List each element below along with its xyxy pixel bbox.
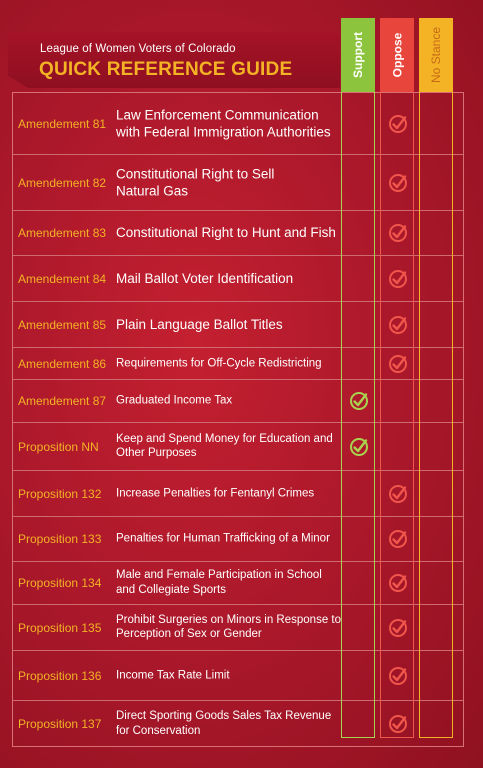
column-header-oppose: Oppose [380,18,414,92]
measure-label: Proposition 135 [18,620,102,635]
measure-label: Proposition 134 [18,576,102,590]
measure-title: Constitutional Right to Hunt and Fish [116,225,336,241]
check-circle-icon [388,618,408,638]
measure-label: Amendement 81 [18,116,107,131]
check-circle-icon [388,484,408,504]
table-row [13,302,463,348]
measure-label: Proposition NN [18,439,99,454]
check-circle-icon [388,529,408,549]
measure-title: Penalties for Human Trafficking of a Minor [116,532,330,545]
measure-label: Amendement 87 [18,394,107,408]
measure-title: Mail Ballot Voter Identification [116,270,294,286]
check-circle-icon [349,391,369,411]
measure-label: Amendement 82 [18,175,107,190]
check-circle-icon [388,223,408,243]
table-row [13,93,463,155]
table-row [13,471,463,517]
measure-label: Proposition 136 [18,668,102,683]
measure-label: Proposition 132 [18,486,102,501]
table-row [13,348,463,380]
measure-title: Graduated Income Tax [116,394,233,407]
measure-title: Constitutional Right to Sell Natural Gas [116,165,275,199]
measure-title: Income Tax Rate Limit [116,669,230,682]
measure-title: Plain Language Ballot Titles [116,316,283,332]
table-row [13,380,463,423]
measure-title: Male and Female Participation in School and Collegiate Sports [116,569,322,596]
measure-label: Amendement 83 [18,226,107,240]
table-row [13,423,463,471]
check-circle-icon [388,573,408,593]
measure-title: Increase Penalties for Fentanyl Crimes [116,487,315,500]
check-circle-icon [349,437,369,457]
measure-label: Amendement 86 [18,356,107,371]
check-circle-icon [388,714,408,734]
check-circle-icon [388,666,408,686]
table-row [13,517,463,562]
check-circle-icon [388,315,408,335]
check-circle-icon [388,269,408,289]
organization-name: League of Women Voters of Colorado [40,43,236,55]
measures-table [12,92,464,747]
guide-title: QUICK REFERENCE GUIDE [39,59,293,80]
table-row [13,256,463,302]
check-circle-icon [388,173,408,193]
measure-title: Keep and Spend Money for Education and Other Purposes [116,432,333,460]
table-row [13,701,463,747]
measure-title: Requirements for Off-Cycle Redistricting [116,357,322,370]
column-header-no-stance: No Stance [419,18,453,92]
measure-title: Law Enforcement Communication with Federal Immigration Authorities [116,106,331,140]
measure-label: Amendement 85 [18,317,107,332]
table-row [13,651,463,701]
measure-label: Amendement 84 [18,271,107,286]
measure-label: Proposition 137 [18,717,102,731]
check-circle-icon [388,114,408,134]
table-row [13,155,463,211]
table-row [13,211,463,256]
table-row [13,605,463,651]
measure-label: Proposition 133 [18,532,102,546]
measure-title: Prohibit Surgeries on Minors in Response to Perception of Sex or Gender [116,613,342,641]
check-circle-icon [388,354,408,374]
table-row [13,562,463,605]
measure-title: Direct Sporting Goods Sales Tax Revenue for Conservation [116,710,332,737]
column-header-support: Support [341,18,375,92]
